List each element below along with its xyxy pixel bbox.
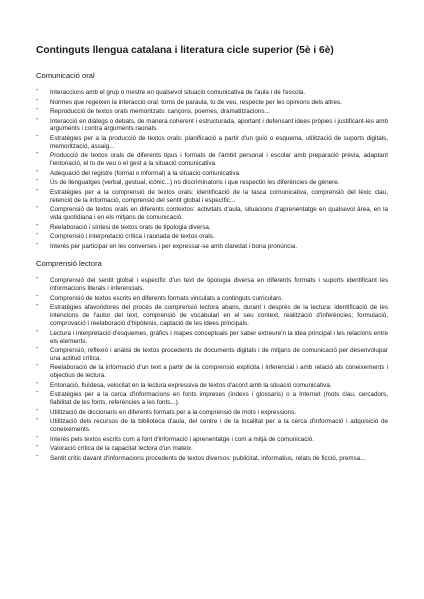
list-item: - Interès pels textos escrits com a font d'informació i aprenentatge i com a mitjà de comunicació. bbox=[36, 436, 388, 444]
list-item: - Sentit crític davant d'informacions procedents de textos diversos: publicitat, informatius, relats de ficció, premsa... bbox=[36, 455, 388, 463]
list-item: - Estratègies per a la producció de textos orals: planificació a partir d'un guió o esquema, utilització de suports digitals, memorització, assaig... bbox=[36, 135, 388, 151]
document-body bbox=[36, 71, 388, 463]
list-item: - Reelaboració de la informació d'un text a partir de la comprensió explícita i inferencial i amb relació als coneixements i objectius de lectura. bbox=[36, 364, 388, 380]
list-item: - Comprensió, reflexió i anàlisi de textos procedents de documents digitals i de mitjans de comunicació per desenvolupar una actitud crítica. bbox=[36, 347, 388, 363]
content-list bbox=[36, 89, 388, 250]
list-item: - Reproducció de textos orals memoritzats: cançons, poemes, dramatitzacions... bbox=[36, 108, 388, 116]
list-item: - Estratègies afavoridores del procés de comprensió lectora abans, durant i després de la lectura: identificació de les intencions de l'autor del text, comprensió de vocabulari en el seu context, realització d'inferències; formulació, comprovació i reelaboració d'hipòtesis, captació de les idees principals. bbox=[36, 304, 388, 328]
list-item: - Utilització de diccionaris en diferents formats per a la comprensió de mots i expressions. bbox=[36, 409, 388, 417]
section-heading: Comunicació oral bbox=[36, 71, 95, 80]
list-item: - Valoració crítica de la capacitat lectora d'un mateix. bbox=[36, 445, 388, 453]
list-item: - Reelaboració i síntesi de textos orals de tipologia diversa. bbox=[36, 224, 388, 232]
list-item: - Lectura i interpretació d'esquemes, gràfics i mapes conceptuals per saber extreure'n la idea principal i les relacions entre els elements. bbox=[36, 330, 388, 346]
list-item: - Entonació, fluïdesa, velocitat en la lectura expressiva de textos d'acord amb la situació comunicativa. bbox=[36, 382, 388, 390]
content-list bbox=[36, 277, 388, 462]
list-item: - Ús de llenguatges (verbal, gestual, icònic...) no discriminatoris i que respectin les diferències de gènere. bbox=[36, 179, 388, 187]
list-item: - Estratègies per a la comprensió de textos orals: identificació de la tasca comunicativa, comprensió del lèxic clau, retenció de la informació, comprensió del sentit global i específic... bbox=[36, 189, 388, 205]
list-item: - Estratègies per a la cerca d'informacions en fonts impreses (índexs i glossaris) o a Internet (mots clau, cercadors, fiabilitat de les fonts, referències a les fonts...). bbox=[36, 391, 388, 407]
list-item: - Producció de textos orals de diferents tipus i formats de l'àmbit personal i escolar amb preparació prèvia, adaptant l'entonació, el to de veu o el gest a la situació comunicativa. bbox=[36, 152, 388, 168]
list-item: - Comprensió de textos orals en diferents contextos: activitats d'aula, situacions d'aprenentatge en qualsevol àrea, en la vida quotidiana i en els mitjans de comunicació. bbox=[36, 206, 388, 222]
list-item: - Interacció en diàlegs o debats, de manera coherent i estructurada, aportant i defensant idees pròpies i justificant-les amb arguments i contra arguments raonats. bbox=[36, 118, 388, 134]
list-item: - Normes que regeixen la interacció oral: torns de paraula, to de veu, respecte per les opinions dels altres. bbox=[36, 99, 388, 107]
list-item: - Comprensió de textos escrits en diferents formats vinculats a continguts curriculars. bbox=[36, 295, 388, 303]
list-item: - Interès per participar en les converses i per expressar-se amb claredat i bona pronúncia. bbox=[36, 243, 388, 251]
list-item: - Interaccions amb el grup o mestre en qualsevol situació comunicativa de l'aula i de l'escola. bbox=[36, 89, 388, 97]
list-item: - Adequació del registre (formal o informal) a la situació comunicativa. bbox=[36, 170, 388, 178]
list-item: - Comprensió i interpretació crítica i raonada de textos orals. bbox=[36, 233, 388, 241]
list-item: - Utilització dels recursos de la biblioteca d'aula, del centre i de la localitat per a la cerca d'informació i adquisició de coneixements. bbox=[36, 418, 388, 434]
document-title: Continguts llengua catalana i literatura cicle superior (5è i 6è) bbox=[36, 45, 334, 56]
section-heading: Comprensió lectora bbox=[36, 259, 102, 269]
list-item: - Comprensió del sentit global i específic d'un text de tipologia diversa en diferents formats i suports identificant les informacions literals i inferencials. bbox=[36, 277, 388, 293]
